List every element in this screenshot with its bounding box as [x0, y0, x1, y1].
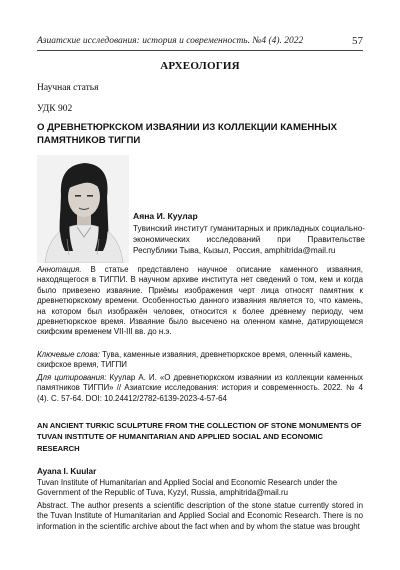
abstract-label-en: Abstract. [37, 501, 69, 510]
keywords-ru [37, 350, 363, 371]
keywords-text-ru: Тува, каменные изваяния, древнетюркское время, оленный камень, скифское время, ТИГПИ [37, 350, 353, 370]
abstract-en [37, 501, 363, 565]
article-title-ru: О ДРЕВНЕТЮРКСКОМ ИЗВАЯНИИ ИЗ КОЛЛЕКЦИИ КАМЕННЫХ ПАМЯТНИКОВ ТИГПИ [37, 122, 338, 146]
citation-label-ru: Для цитирования: [37, 373, 107, 382]
abstract-ru [37, 265, 363, 338]
author-portrait-icon [37, 155, 129, 263]
author-affiliation-en: Tuvan Institute of Humanitarian and Applied Social and Economic Research under the Government of the Republic of Tuva, Kyzyl, Russia, amphitrida@mail.ru [37, 478, 338, 498]
running-header [37, 36, 363, 50]
udc-code: УДК 902 [37, 104, 73, 114]
page-number: 57 [352, 35, 363, 47]
article-type: Научная статья [37, 83, 99, 93]
journal-title: Азиатские исследования: история и современность. №4 (4). 2022 [37, 36, 304, 46]
section-heading: АРХЕОЛОГИЯ [160, 60, 240, 72]
citation-text-ru: Куулар А. И. «О древнетюркском изваянии из коллекции каменных памятников ТИГПИ» // Азиатские исследования: история и современность. 2022. № 4 (4). С. 57-64. DOI: 10.24412/2782-6139-2023-4-57-64 [37, 373, 363, 403]
citation-ru [37, 373, 363, 404]
abstract-text-en: The author presents a scientific description of the stone statue currently stored in the Tuvan Institute of Humanitarian and Applied Social and Economic Research. There is no information in the scientific archive about the fact when and by whom the statue was brought [37, 501, 363, 531]
author-name-ru: Аяна И. Куулар [133, 211, 198, 221]
article-title-en: AN ANCIENT TURKIC SCULPTURE FROM THE COLLECTION OF STONE MONUMENTS OF TUVAN INSTITUTE OF HUMANITARIAN AND APPLIED SOCIAL AND ECONOMIC RESEARCH [37, 421, 362, 453]
keywords-label-ru: Ключевые слова: [37, 350, 100, 359]
abstract-text-ru: В статье представлено научное описание каменного изваяния, находящегося в ТИГПИ. В научном архиве института нет сведений о том, кем и когда было привезено изваяние. Приёмы изображения черт лица относят памятник к древнетюркскому времени. Особенностью данного изваяния является то, что камень, на котором был изображён человек, относится к более древнему периоду, чем древнетюркское время. Изваяние было высечено на оленном камне, датирующемся скифским временем VII-III вв. до н.э. [37, 265, 363, 337]
header-rule [37, 50, 363, 51]
author-name-en: Ayana I. Kuular [37, 467, 97, 476]
abstract-label-ru: Аннотация. [37, 265, 82, 274]
author-affiliation-ru: Тувинский институт гуманитарных и прикладных социально-экономических исследований при Правительстве Республики Тыва, Кызыл, Россия, amphitrida@mail.ru [133, 224, 365, 255]
